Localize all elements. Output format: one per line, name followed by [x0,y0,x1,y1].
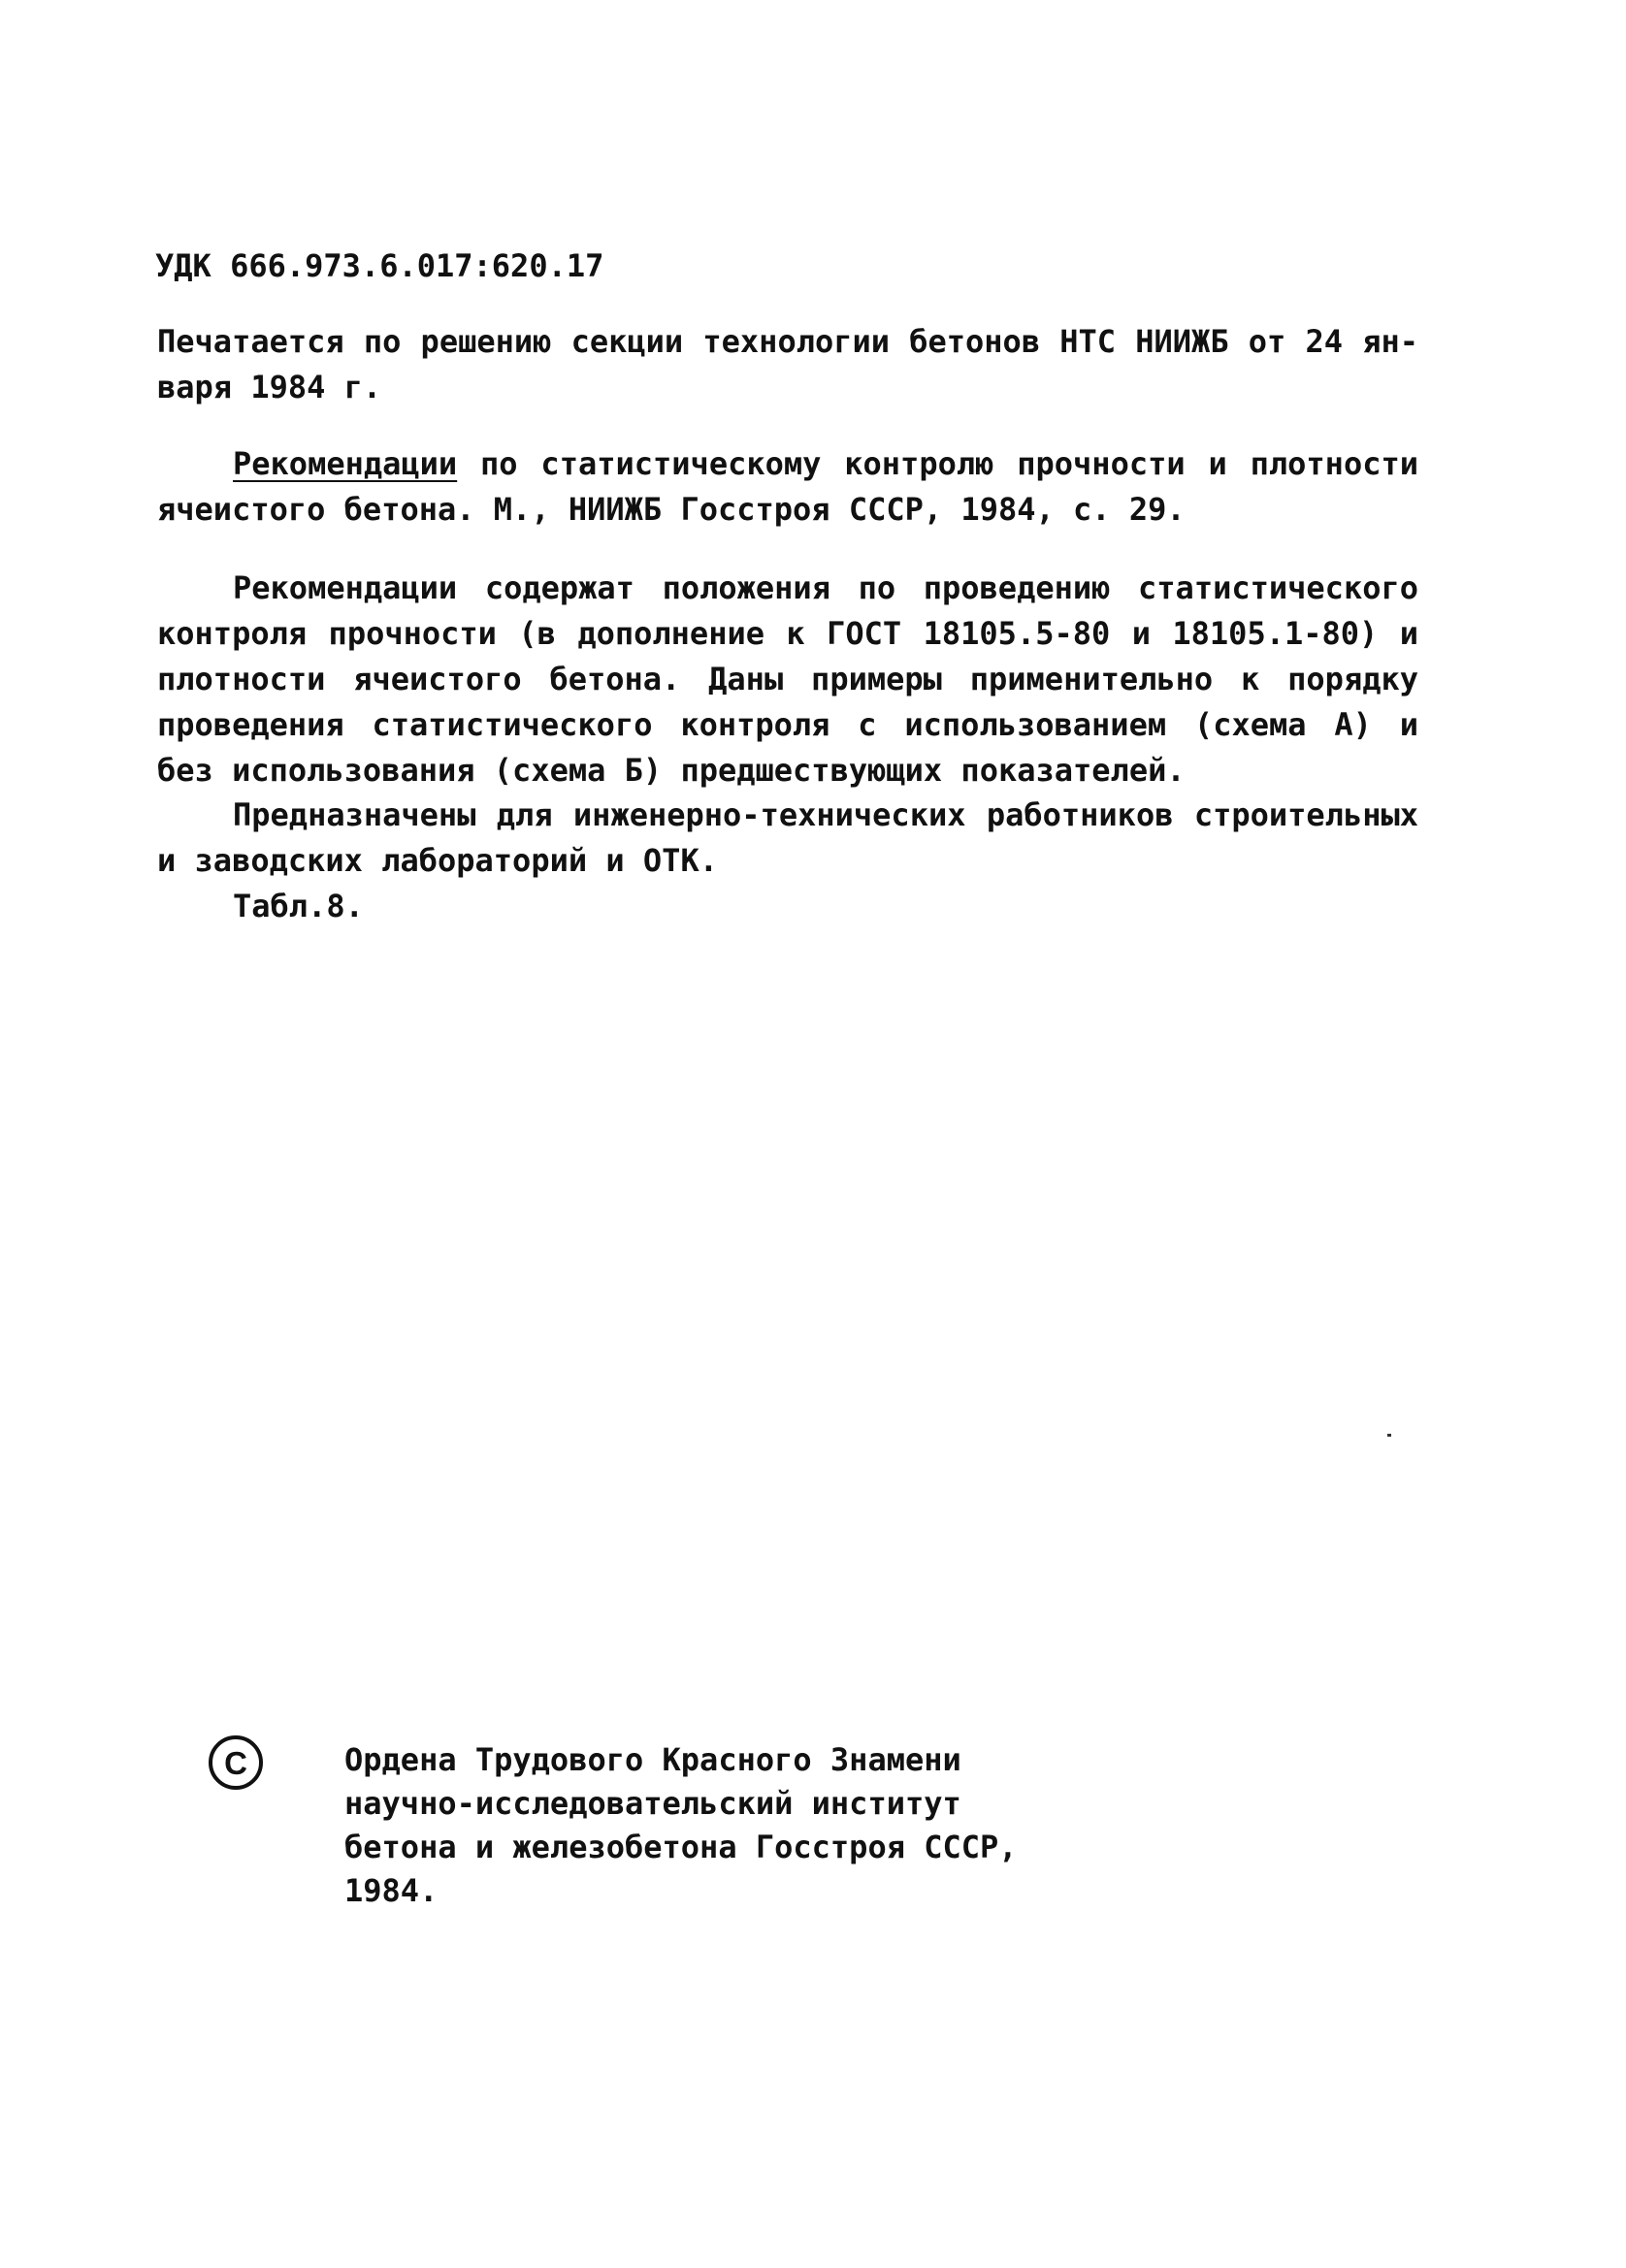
abstract-line-4: проведения статистического контроля с использованием (схема А) и [157,706,1418,743]
abstract-line-3: плотности ячеистого бетона. Даны примеры применительно к порядку [157,661,1418,697]
approval-line-2: варя 1984 г. [157,369,382,405]
approval-line-1: Печатается по решению секции технологии бетонов НТС НИИЖБ от 24 ян- [157,323,1418,360]
citation-line-1-rest: по статистическому контролю прочности и плотности [457,445,1418,482]
copyright-icon [206,1733,266,1793]
publisher-line-2: научно-исследовательский институт [344,1785,961,1822]
audience-line-2: и заводских лабораторий и ОТК. [157,842,718,879]
citation-title-word: Рекомендации [233,445,458,482]
citation-line-2: ячеистого бетона. М., НИИЖБ Госстроя СССР, 1984, с. 29. [157,491,1186,528]
udk-code: УДК 666.973.6.017:620.17 [155,247,604,284]
publisher-line-1: Ордена Трудового Красного Знамени [344,1741,961,1778]
tables-count: Табл.8. [233,888,364,924]
publisher-block [344,1738,1018,1913]
publisher-line-4: 1984. [344,1872,439,1909]
citation-line-1 [233,442,1418,485]
abstract-line-1: Рекомендации содержат положения по проведению статистического [233,569,1418,606]
audience-line-1: Предназначены для инженерно-технических работников строительных [233,796,1418,833]
copyright-symbol: C [224,1745,247,1781]
publisher-line-3: бетона и железобетона Госстроя СССР, [344,1829,1018,1865]
scan-speck [1387,1434,1391,1437]
abstract-line-2: контроля прочности (в дополнение к ГОСТ 18105.5-80 и 18105.1-80) и [157,615,1418,652]
abstract-line-5: без использования (схема Б) предшествующих показателей. [157,752,1186,789]
